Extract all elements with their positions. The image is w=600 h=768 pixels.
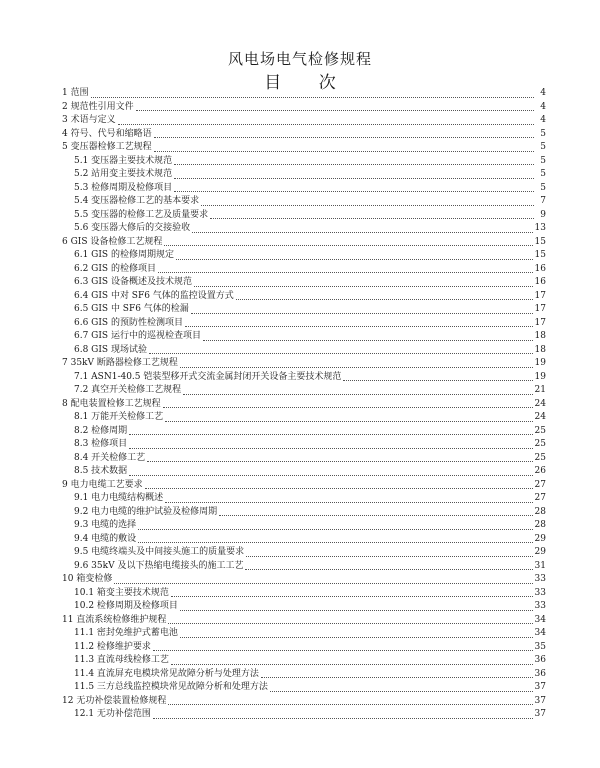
toc-entry-text: 5.3 检修周期及检修项目 (74, 182, 173, 193)
toc-leader-dots (176, 259, 533, 260)
toc-entry-section[interactable] (62, 492, 546, 506)
toc-entry-section[interactable] (62, 371, 546, 385)
toc-leader-dots (147, 461, 532, 462)
toc-entry-section[interactable] (62, 303, 546, 317)
toc-entry-chapter[interactable] (62, 573, 546, 587)
toc-leader-dots (165, 421, 532, 422)
toc-entry-page-number: 17 (534, 317, 546, 328)
toc-entry-section[interactable] (62, 452, 546, 466)
toc-entry-page-number: 4 (540, 115, 546, 125)
toc-entry-chapter[interactable] (62, 114, 546, 128)
toc-entry-section[interactable] (62, 438, 546, 452)
toc-entry-page-number: 4 (540, 101, 546, 112)
toc-entry-section[interactable] (62, 330, 546, 344)
toc-entry-page-number: 36 (534, 668, 546, 679)
toc-entry-text: 4 符号、代号和缩略语 (62, 128, 152, 139)
toc-entry-text: 6.4 GIS 中对 SF6 气体的监控设置方式 (74, 290, 234, 301)
toc-entry-text: 7 35kV 断路器检修工艺规程 (62, 358, 178, 368)
toc-leader-dots (136, 110, 534, 111)
toc-entry-page-number: 36 (534, 655, 546, 665)
toc-leader-dots (219, 515, 532, 516)
toc-entry-page-number: 5 (540, 142, 546, 152)
toc-entry-section[interactable] (62, 222, 546, 236)
toc-entry-text: 5.1 变压器主要技术规范 (74, 155, 173, 166)
toc-entry-text: 9.2 电力电缆的维护试验及检修周期 (74, 506, 218, 517)
toc-entry-text: 8 配电装置检修工艺规程 (62, 398, 161, 409)
toc-entry-chapter[interactable] (62, 479, 546, 493)
toc-entry-chapter[interactable] (62, 87, 546, 101)
toc-entry-page-number: 25 (534, 439, 546, 449)
toc-entry-text: 5.5 变压器的检修工艺及质量要求 (74, 209, 209, 220)
toc-entry-page-number: 27 (534, 493, 546, 503)
toc-entry-page-number: 34 (534, 628, 546, 638)
toc-entry-page-number: 37 (534, 709, 546, 719)
toc-entry-chapter[interactable] (62, 398, 546, 412)
toc-heading: 目 次 (264, 73, 352, 93)
toc-entry-page-number: 7 (540, 196, 546, 206)
toc-entry-section[interactable] (62, 546, 546, 560)
toc-entry-page-number: 37 (534, 695, 546, 706)
toc-entry-chapter[interactable] (62, 101, 546, 115)
toc-leader-dots (154, 151, 534, 152)
toc-entry-section[interactable] (62, 209, 546, 223)
toc-leader-dots (201, 205, 534, 206)
toc-leader-dots (203, 340, 533, 341)
toc-leader-dots (145, 488, 533, 489)
toc-leader-dots (270, 691, 533, 692)
toc-leader-dots (158, 272, 533, 273)
toc-entry-page-number: 33 (534, 574, 546, 584)
toc-leader-dots (114, 583, 532, 584)
toc-entry-section[interactable] (62, 263, 546, 277)
toc-entry-page-number: 18 (534, 331, 546, 341)
toc-entry-text: 9.6 35kV 及以下热缩电缆接头的施工工艺 (74, 560, 244, 571)
toc-entry-text: 11.2 检修维护要求 (74, 641, 151, 652)
toc-entry-text: 11.5 三方总线监控模块常见故障分析和处理方法 (74, 682, 268, 692)
toc-entry-text: 9 电力电缆工艺要求 (62, 479, 143, 490)
toc-entry-text: 8.2 检修周期 (74, 425, 128, 436)
toc-entry-chapter[interactable] (62, 357, 546, 371)
toc-leader-dots (174, 164, 534, 165)
toc-entry-section[interactable] (62, 195, 546, 209)
toc-leader-dots (153, 650, 533, 651)
toc-entry-page-number: 18 (534, 344, 546, 355)
toc-entry-page-number: 21 (534, 385, 546, 395)
toc-leader-dots (180, 610, 533, 611)
toc-leader-dots (174, 191, 534, 192)
toc-entry-text: 7.2 真空开关检修工艺规程 (74, 385, 182, 395)
toc-entry-page-number: 27 (534, 479, 546, 490)
toc-leader-dots (153, 718, 533, 719)
toc-entry-text: 6.1 GIS 的检修周期规定 (74, 250, 174, 260)
toc-leader-dots (236, 299, 533, 300)
toc-entry-text: 5.4 变压器检修工艺的基本要求 (74, 196, 200, 206)
toc-leader-dots (174, 178, 534, 179)
toc-entry-section[interactable] (62, 708, 546, 722)
toc-entry-section[interactable] (62, 155, 546, 169)
toc-entry-section[interactable] (62, 249, 546, 263)
toc-entry-section[interactable] (62, 519, 546, 533)
toc-entry-section[interactable] (62, 533, 546, 547)
toc-entry-chapter[interactable] (62, 128, 546, 142)
toc-entry-section[interactable] (62, 384, 546, 398)
toc-entry-text: 2 规范性引用文件 (62, 101, 134, 112)
toc-entry-page-number: 5 (540, 169, 546, 179)
toc-leader-dots (129, 448, 532, 449)
toc-leader-dots (118, 124, 534, 125)
toc-entry-page-number: 25 (534, 452, 546, 463)
toc-entry-section[interactable] (62, 317, 546, 331)
toc-entry-section[interactable] (62, 168, 546, 182)
toc-entry-text: 11.3 直流母线检修工艺 (74, 655, 169, 665)
toc-entry-text: 12 无功补偿装置检修规程 (62, 695, 167, 706)
toc-leader-dots (245, 569, 532, 570)
toc-entry-text: 9.1 电力电缆结构概述 (74, 493, 164, 503)
toc-entry-page-number: 15 (534, 236, 546, 247)
toc-entry-section[interactable] (62, 654, 546, 668)
toc-entry-page-number: 31 (534, 560, 546, 571)
toc-entry-chapter[interactable] (62, 695, 546, 709)
toc-entry-section[interactable] (62, 587, 546, 601)
toc-entry-page-number: 16 (534, 263, 546, 274)
toc-leader-dots (168, 623, 532, 624)
toc-leader-dots (138, 542, 532, 543)
toc-entry-section[interactable] (62, 641, 546, 655)
toc-entry-page-number: 29 (534, 547, 546, 557)
toc-leader-dots (129, 434, 532, 435)
toc-leader-dots (261, 677, 533, 678)
toc-leader-dots (171, 596, 533, 597)
toc-entry-page-number: 29 (534, 533, 546, 544)
toc-entry-page-number: 19 (534, 371, 546, 382)
toc-entry-text: 11.1 密封免维护式蓄电池 (74, 628, 178, 638)
toc-leader-dots (129, 475, 532, 476)
toc-entry-page-number: 28 (534, 506, 546, 517)
toc-entry-text: 10 箱变检修 (62, 574, 113, 584)
toc-entry-page-number: 34 (534, 614, 546, 625)
toc-entry-page-number: 33 (534, 587, 546, 598)
toc-entry-page-number: 28 (534, 520, 546, 530)
toc-leader-dots (171, 664, 533, 665)
toc-entry-text: 1 范围 (62, 88, 89, 98)
toc-entry-text: 6.5 GIS 中 SF6 气体的检漏 (74, 304, 189, 314)
toc-entry-text: 7.1 ASN1-40.5 铠装型移开式交流金属封闭开关设备主要技术规范 (74, 371, 342, 382)
table-of-contents (62, 87, 546, 722)
toc-leader-dots (246, 556, 532, 557)
toc-entry-page-number: 35 (534, 641, 546, 652)
toc-entry-text: 6.3 GIS 设备概述及技术规范 (74, 277, 192, 287)
toc-entry-section[interactable] (62, 182, 546, 196)
toc-entry-section[interactable] (62, 600, 546, 614)
toc-entry-text: 8.5 技术数据 (74, 466, 128, 476)
toc-entry-text: 6.6 GIS 的预防性检测项目 (74, 317, 183, 328)
toc-entry-text: 9.3 电缆的选择 (74, 520, 137, 530)
toc-entry-section[interactable] (62, 425, 546, 439)
toc-leader-dots (154, 137, 534, 138)
toc-leader-dots (168, 704, 532, 705)
toc-leader-dots (165, 502, 532, 503)
toc-entry-text: 6.7 GIS 运行中的巡视检查项目 (74, 331, 201, 341)
toc-leader-dots (191, 313, 533, 314)
toc-entry-page-number: 4 (540, 88, 546, 98)
toc-entry-section[interactable] (62, 411, 546, 425)
toc-entry-page-number: 9 (540, 209, 546, 220)
toc-leader-dots (149, 353, 533, 354)
toc-entry-section[interactable] (62, 681, 546, 695)
toc-entry-section[interactable] (62, 465, 546, 479)
toc-entry-page-number: 24 (534, 412, 546, 422)
toc-entry-page-number: 13 (534, 223, 546, 233)
toc-leader-dots (194, 286, 533, 287)
toc-entry-text: 8.3 检修项目 (74, 439, 128, 449)
toc-leader-dots (164, 245, 532, 246)
toc-entry-page-number: 5 (540, 155, 546, 166)
toc-leader-dots (163, 407, 533, 408)
toc-entry-text: 5.2 站用变主要技术规范 (74, 169, 173, 179)
toc-entry-chapter[interactable] (62, 236, 546, 250)
toc-entry-page-number: 19 (534, 358, 546, 368)
toc-entry-text: 5.6 变压器大修后的交接验收 (74, 223, 191, 233)
toc-entry-text: 9.5 电缆终端头及中间接头施工的质量要求 (74, 547, 245, 557)
toc-entry-page-number: 33 (534, 601, 546, 611)
toc-entry-chapter[interactable] (62, 141, 546, 155)
toc-entry-text: 6.8 GIS 现场试验 (74, 344, 147, 355)
toc-entry-page-number: 25 (534, 425, 546, 436)
toc-entry-chapter[interactable] (62, 614, 546, 628)
toc-entry-text: 8.4 开关检修工艺 (74, 452, 146, 463)
toc-entry-section[interactable] (62, 290, 546, 304)
toc-entry-text: 9.4 电缆的敷设 (74, 533, 137, 544)
toc-entry-text: 6 GIS 设备检修工艺规程 (62, 236, 163, 247)
toc-entry-page-number: 5 (540, 128, 546, 139)
toc-leader-dots (192, 232, 532, 233)
document-title: 风电场电气检修规程 (227, 50, 372, 68)
toc-entry-section[interactable] (62, 506, 546, 520)
toc-entry-text: 11.4 直流屏充电模块常见故障分析与处理方法 (74, 668, 259, 679)
toc-leader-dots (185, 326, 533, 327)
toc-leader-dots (180, 367, 533, 368)
toc-leader-dots (91, 97, 534, 98)
toc-entry-text: 10.2 检修周期及检修项目 (74, 601, 178, 611)
toc-leader-dots (138, 529, 532, 530)
toc-entry-text: 5 变压器检修工艺规程 (62, 142, 152, 152)
toc-entry-text: 8.1 万能开关检修工艺 (74, 412, 164, 422)
toc-leader-dots (183, 394, 532, 395)
toc-entry-page-number: 17 (534, 290, 546, 301)
toc-entry-page-number: 37 (534, 682, 546, 692)
toc-entry-text: 12.1 无功补偿范围 (74, 709, 151, 719)
toc-entry-page-number: 5 (540, 182, 546, 193)
toc-entry-text: 6.2 GIS 的检修项目 (74, 263, 156, 274)
toc-entry-section[interactable] (62, 627, 546, 641)
toc-leader-dots (343, 380, 532, 381)
toc-entry-text: 3 术语与定义 (62, 115, 116, 125)
toc-entry-page-number: 26 (534, 466, 546, 476)
toc-entry-section[interactable] (62, 560, 546, 574)
toc-entry-page-number: 16 (534, 277, 546, 287)
toc-entry-page-number: 24 (534, 398, 546, 409)
toc-entry-text: 11 直流系统检修维护规程 (62, 614, 167, 625)
toc-entry-text: 10.1 箱变主要技术规范 (74, 587, 169, 598)
toc-entry-page-number: 17 (534, 304, 546, 314)
toc-leader-dots (210, 218, 534, 219)
toc-entry-section[interactable] (62, 668, 546, 682)
toc-entry-section[interactable] (62, 344, 546, 358)
toc-entry-section[interactable] (62, 276, 546, 290)
toc-entry-page-number: 15 (534, 250, 546, 260)
toc-leader-dots (180, 637, 533, 638)
